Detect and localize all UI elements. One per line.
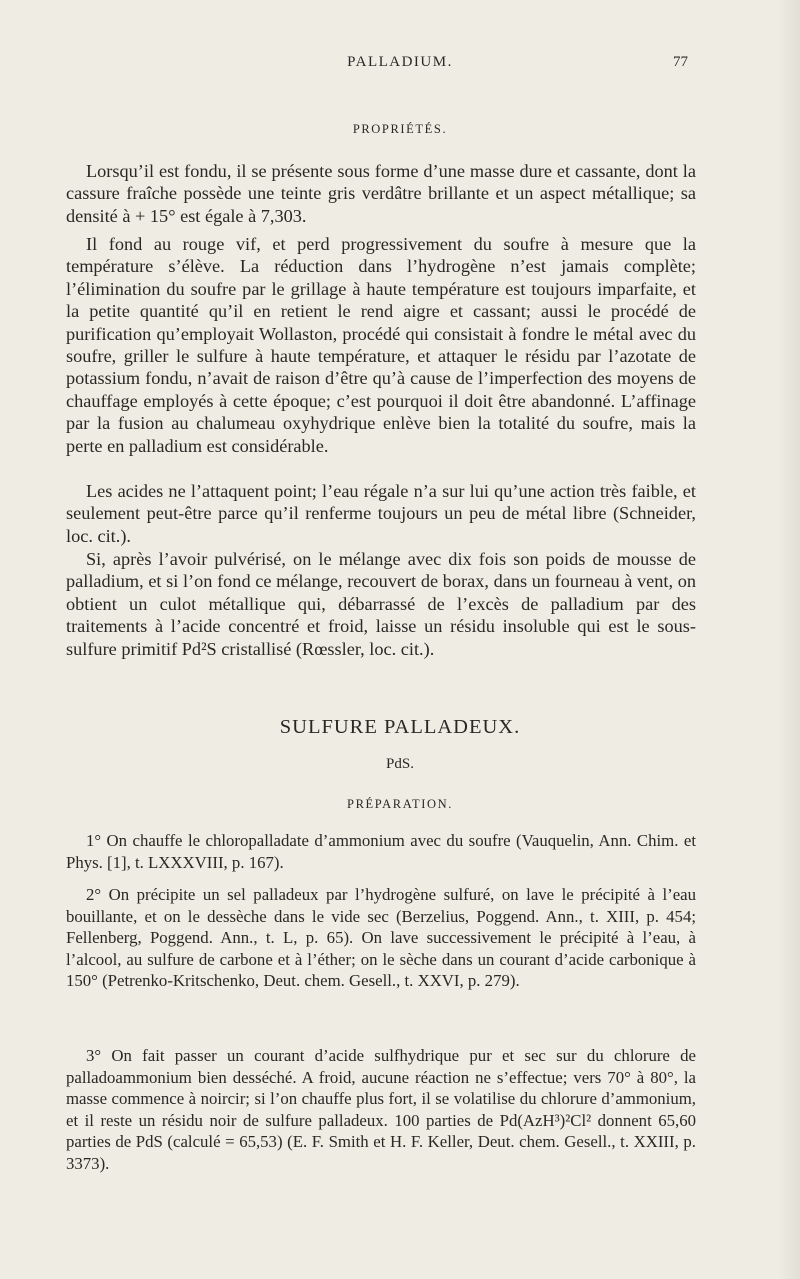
paragraph-properties-3: Les acides ne l’attaquent point; l’eau régale n’a sur lui qu’une action très faible, et seulement peut-être parce qu’il renferme toujours un peu de métal libre (Schneider, loc. cit.). bbox=[66, 481, 696, 546]
page-header bbox=[0, 54, 800, 78]
section-title: PROPRIÉTÉS. bbox=[352, 122, 448, 136]
preparation-heading: PRÉPARATION. bbox=[347, 797, 453, 811]
paragraph-properties-2: Il fond au rouge vif, et perd progressivement du soufre à mesure que la température s’élève. La réduction dans l’hydrogène n’est jamais complète; l’élimination du soufre par le grillage à haute température est toujours imparfaite, et la petite quantité qu’il en retient le rend aigre et cassant; aussi le procédé de purification qu’employait Wollaston, procédé qui consistait à fondre le métal avec du soufre, griller le sulfure à haute température, et attaquer le résidu par l’azotate de potassium fondu, n’avait de raison d’être qu’à cause de l’imperfection des moyens de chauffage employés à cette époque; c’est pourquoi il doit être abandonné. L’affinage par la fusion au chalumeau oxyhydrique enlève bien la totalité du soufre, mais la perte en palladium est considérable. bbox=[66, 234, 696, 456]
preparation-item-1: 1° On chauffe le chloropalladate d’ammonium avec du soufre (Vauquelin, Ann. Chim. et Phys. [1], t. LXXXVIII, p. 167). bbox=[66, 831, 696, 872]
paragraph-properties-1: Lorsqu’il est fondu, il se présente sous forme d’une masse dure et cassante, dont la cassure fraîche possède une teinte gris verdâtre brillante et un aspect métallique; sa densité à + 15° est égale à 7,303. bbox=[66, 161, 696, 226]
running-head: PALLADIUM. bbox=[347, 54, 453, 70]
paragraph-properties-4: Si, après l’avoir pulvérisé, on le mélange avec dix fois son poids de mousse de palladium, et si l’on fond ce mélange, recouvert de borax, dans un fourneau à vent, on obtient un culot métallique qui, débarrassé de l’excès de palladium par des traitements à l’acide concentré et froid, laisse un résidu insoluble qui est le sous-sulfure primitif Pd²S cristallisé (Rœssler, loc. cit.). bbox=[66, 549, 696, 659]
preparation-item-3: 3° On fait passer un courant d’acide sulfhydrique pur et sec sur du chlorure de palladoammonium bien desséché. A froid, aucune réaction ne s’effectue; vers 70° à 80°, la masse commence à noircir; si l’on chauffe plus fort, il se volatilise du chlorure d’ammonium, et il reste un résidu noir de sulfure palladeux. 100 parties de Pd(AzH³)²Cl² donnent 65,60 parties de PdS (calculé = 65,53) (E. F. Smith et H. F. Keller, Deut. chem. Gesell., t. XXIII, p. 3373). bbox=[66, 1046, 696, 1173]
compound-formula: PdS. bbox=[386, 756, 414, 772]
preparation-item-2: 2° On précipite un sel palladeux par l’hydrogène sulfuré, on lave le précipité à l’eau bouillante, et on le dessèche dans le vide sec (Berzelius, Poggend. Ann., t. XIII, p. 454; Fellenberg, Poggend. Ann., t. L, p. 65). On lave successivement le précipité à l’eau, à l’alcool, au sulfure de carbone et à l’éther; on le sèche dans un courant d’acide carbonique à 150° (Petrenko-Kritschenko, Deut. chem. Gesell., t. XXVI, p. 279). bbox=[66, 885, 696, 991]
page-number: 77 bbox=[673, 54, 688, 70]
page-edge-shadow bbox=[778, 0, 800, 1279]
compound-heading: SULFURE PALLADEUX. bbox=[279, 716, 521, 738]
